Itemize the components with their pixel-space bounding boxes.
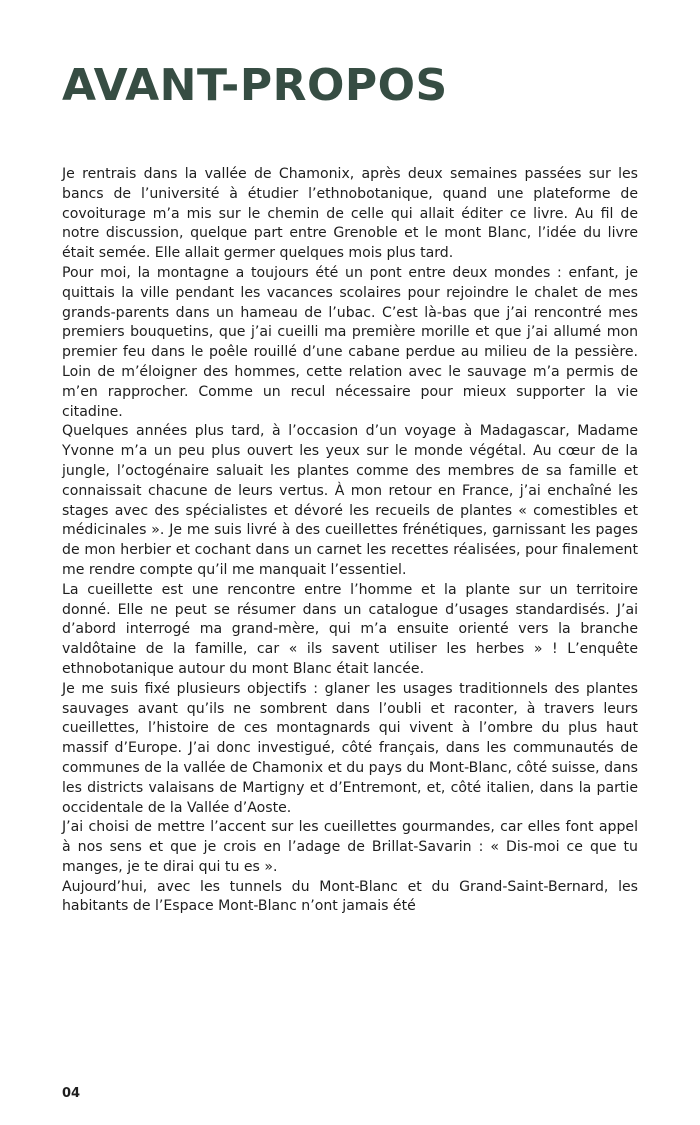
paragraph: Je rentrais dans la vallée de Chamonix, après deux semaines passées sur les bancs de l’université à étudier l’ethnobotanique, quand une plateforme de covoiturage m’a mis sur le chemin de celle qui allait éditer ce livre. Au fil de notre discussion, quelque part entre Grenoble et le mont Blanc, l’idée du livre était semée. Elle allait germer quelques mois plus tard. xyxy=(62,166,638,262)
paragraph: Aujourd’hui, avec les tunnels du Mont-Blanc et du Grand-Saint-Bernard, les habitants de l’Espace Mont-Blanc n’ont jamais été xyxy=(62,878,638,915)
paragraph: J’ai choisi de mettre l’accent sur les cueillettes gourmandes, car elles font appel à nos sens et que je crois en l’adage de Brillat-Savarin : « Dis-moi ce que tu manges, je te dirai qui tu es ». xyxy=(62,819,638,875)
page-title: AVANT-PROPOS xyxy=(62,60,448,111)
paragraph: Je me suis fixé plusieurs objectifs : glaner les usages traditionnels des plantes sauvages avant qu’ils ne sombrent dans l’oubli et raconter, à travers leurs cueillettes, l’histoire de ces montagnards qui vivent à l’ombre du plus haut massif d’Europe. J’ai donc investigué, côté français, dans les communautés de communes de la vallée de Chamonix et du pays du Mont-Blanc, côté suisse, dans les districts valaisans de Martigny et d’Entremont, et, côté italien, dans la partie occidentale de la Vallée d’Aoste. xyxy=(62,680,638,816)
body-text xyxy=(62,165,638,917)
page-number: 04 xyxy=(62,1086,81,1101)
paragraph: Pour moi, la montagne a toujours été un pont entre deux mondes : enfant, je quittais la ville pendant les vacances scolaires pour rejoindre le chalet de mes grands-parents dans un hameau de l’ubac. C’est là-bas que j’ai rencontré mes premiers bouquetins, que j’ai cueilli ma première morille et que j’ai allumé mon premier feu dans le poêle rouillé d’une cabane perdue au milieu de la pessière. Loin de m’éloigner des hommes, cette relation avec le sauvage m’a permis de m’en rapprocher. Comme un recul nécessaire pour mieux supporter la vie citadine. xyxy=(62,264,638,420)
paragraph: La cueillette est une rencontre entre l’homme et la plante sur un territoire donné. Elle ne peut se résumer dans un catalogue d’usages standardisés. J’ai d’abord interrogé ma grand-mère, qui m’a ensuite orienté vers la branche valdôtaine de la famille, car « ils savent utiliser les herbes » ! L’enquête ethnobotanique autour du mont Blanc était lancée. xyxy=(62,581,638,677)
paragraph: Quelques années plus tard, à l’occasion d’un voyage à Madagascar, Madame Yvonne m’a un peu plus ouvert les yeux sur le monde végétal. Au cœur de la jungle, l’octogénaire saluait les plantes comme des membres de sa famille et connaissait chacune de leurs vertus. À mon retour en France, j’ai enchaîné les stages avec des spécialistes et dévoré les recueils de plantes « comestibles et médicinales ». Je me suis livré à des cueillettes frénétiques, garnissant les pages de mon herbier et cochant dans un carnet les recettes réalisées, pour finalement me rendre compte qu’il me manquait l’essentiel. xyxy=(62,423,638,578)
